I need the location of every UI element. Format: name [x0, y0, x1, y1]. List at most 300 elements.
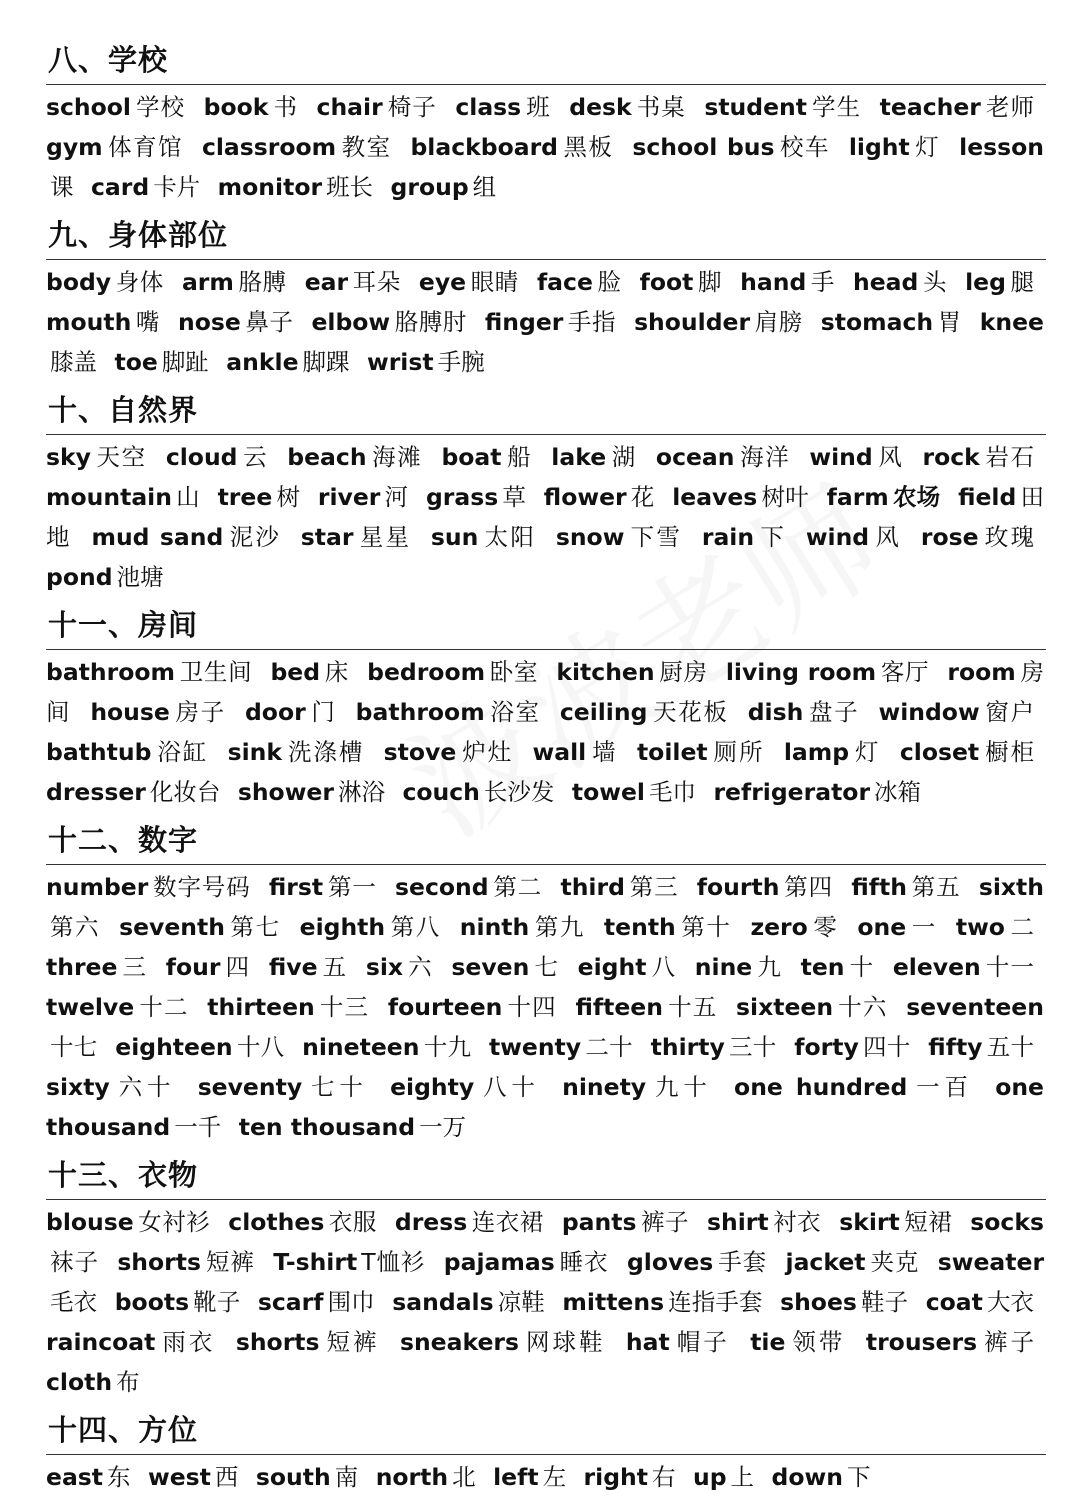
- chinese-meaning: 围巾: [327, 1288, 375, 1316]
- chinese-meaning: 零: [811, 913, 839, 941]
- english-word: second: [395, 873, 489, 901]
- word-entry: [726, 658, 939, 686]
- english-word: lamp: [783, 738, 850, 766]
- english-word: nineteen: [302, 1033, 420, 1061]
- english-word: eleven: [892, 953, 981, 981]
- english-word: one hundred: [734, 1073, 908, 1101]
- english-word: mouth: [46, 308, 132, 336]
- word-entry: [839, 1208, 962, 1236]
- word-entry: [46, 778, 230, 806]
- chinese-meaning: 十八: [236, 1033, 285, 1061]
- english-word: one thousand: [46, 1073, 1045, 1141]
- chinese-meaning: 船: [505, 443, 533, 471]
- chinese-meaning: 泥沙: [227, 523, 282, 551]
- english-word: west: [148, 1463, 211, 1491]
- chinese-meaning: 帽子: [673, 1328, 730, 1356]
- word-entry: [46, 1208, 220, 1236]
- english-word: wind: [805, 523, 870, 551]
- vocab-section: [46, 1153, 1046, 1408]
- word-entry: [572, 778, 706, 806]
- vocab-section: [46, 1408, 1046, 1503]
- chinese-meaning: 化妆台: [149, 778, 221, 806]
- english-word: shirt: [707, 1208, 769, 1236]
- word-entry: [245, 698, 347, 726]
- word-entry: [697, 873, 843, 901]
- english-word: class: [455, 93, 522, 121]
- english-word: first: [268, 873, 324, 901]
- vocab-section: [46, 38, 1046, 213]
- chinese-meaning: 夹克: [869, 1248, 920, 1276]
- english-word: sneakers: [399, 1328, 519, 1356]
- chinese-meaning: 六: [407, 953, 433, 981]
- chinese-meaning: 睡衣: [558, 1248, 609, 1276]
- word-entry: [46, 563, 174, 591]
- word-entry: [391, 173, 507, 201]
- english-word: bed: [270, 658, 321, 686]
- chinese-meaning: 身体: [115, 268, 164, 296]
- english-word: blackboard: [410, 133, 558, 161]
- english-word: raincoat: [46, 1328, 156, 1356]
- chinese-meaning: 湖: [610, 443, 637, 471]
- english-word: foot: [639, 268, 694, 296]
- word-entry: [866, 1328, 1044, 1356]
- chinese-meaning: 一百: [911, 1073, 973, 1101]
- english-word: skirt: [839, 1208, 900, 1236]
- english-word: thirteen: [207, 993, 315, 1021]
- word-entry: [551, 443, 647, 471]
- chinese-meaning: 手套: [717, 1248, 768, 1276]
- chinese-meaning: 第十: [679, 913, 732, 941]
- word-entry: [46, 133, 193, 161]
- chinese-meaning: 八十: [478, 1073, 540, 1101]
- chinese-meaning: 耳朵: [352, 268, 401, 296]
- word-entry: [627, 1248, 777, 1276]
- word-entry: [356, 698, 551, 726]
- chinese-meaning: 五: [321, 953, 348, 981]
- word-entry: [269, 873, 387, 901]
- chinese-meaning: 十二: [138, 993, 189, 1021]
- word-entry: [451, 953, 569, 981]
- word-entry: [750, 913, 848, 941]
- english-word: clothes: [228, 1208, 325, 1236]
- chinese-meaning: 胳膊肘: [394, 308, 467, 336]
- word-entry: [269, 953, 357, 981]
- chinese-meaning: 短裙: [903, 1208, 953, 1236]
- word-entry: [258, 1288, 385, 1316]
- word-list: [46, 650, 1046, 818]
- english-word: sixteen: [736, 993, 834, 1021]
- chinese-meaning: 大衣: [986, 1288, 1035, 1316]
- chinese-meaning: 七: [533, 953, 560, 981]
- english-word: scarf: [257, 1288, 324, 1316]
- english-word: toe: [114, 348, 158, 376]
- word-entry: [270, 658, 358, 686]
- english-word: closet: [899, 738, 980, 766]
- chinese-meaning: 十: [848, 953, 875, 981]
- word-entry: [46, 443, 157, 471]
- chinese-meaning: 连指手套: [668, 1288, 763, 1316]
- chinese-meaning: 第四: [783, 873, 834, 901]
- chinese-meaning: 下: [758, 523, 787, 551]
- english-word: wall: [532, 738, 587, 766]
- word-entry: [569, 93, 696, 121]
- word-entry: [455, 93, 560, 121]
- word-entry: [202, 133, 402, 161]
- chinese-meaning: 裤子: [981, 1328, 1035, 1356]
- english-word: ten: [800, 953, 845, 981]
- english-word: knee: [979, 308, 1045, 336]
- english-word: nine: [694, 953, 753, 981]
- english-word: pond: [46, 563, 113, 591]
- chinese-meaning: 池塘: [116, 563, 164, 591]
- chinese-meaning: 风: [873, 523, 902, 551]
- english-word: rain: [701, 523, 755, 551]
- chinese-meaning: 云: [241, 443, 269, 471]
- word-entry: [740, 268, 845, 296]
- chinese-meaning: 海洋: [738, 443, 791, 471]
- chinese-meaning: 草: [502, 483, 527, 511]
- english-word: couch: [402, 778, 480, 806]
- chinese-meaning: 灯: [913, 133, 941, 161]
- word-entry: [400, 1328, 615, 1356]
- chinese-meaning: 太阳: [482, 523, 537, 551]
- chinese-meaning: 班长: [326, 173, 374, 201]
- word-entry: [801, 953, 885, 981]
- chinese-meaning: 手: [810, 268, 835, 296]
- word-entry: [637, 738, 774, 766]
- word-entry: [395, 873, 552, 901]
- english-word: eighty: [390, 1073, 475, 1101]
- word-entry: [46, 308, 170, 336]
- english-word: sixth: [978, 873, 1045, 901]
- english-word: dress: [394, 1208, 468, 1236]
- english-word: ear: [304, 268, 349, 296]
- word-entry: [46, 658, 262, 686]
- chinese-meaning: 膝盖: [50, 348, 97, 376]
- english-word: ceiling: [559, 698, 648, 726]
- word-entry: [91, 523, 291, 551]
- chinese-meaning: 布: [116, 1368, 140, 1396]
- chinese-meaning: 上: [730, 1463, 755, 1491]
- word-entry: [402, 778, 564, 806]
- word-entry: [713, 778, 931, 806]
- chinese-meaning: 南: [334, 1463, 359, 1491]
- english-word: wrist: [367, 348, 434, 376]
- chinese-meaning: 床: [324, 658, 349, 686]
- english-word: east: [46, 1463, 104, 1491]
- word-entry: [182, 268, 297, 296]
- english-word: wind: [809, 443, 873, 471]
- word-entry: [926, 1288, 1044, 1316]
- english-word: chair: [316, 93, 383, 121]
- chinese-meaning: 卧室: [489, 658, 539, 686]
- word-entry: [965, 268, 1044, 296]
- english-word: shower: [237, 778, 334, 806]
- chinese-meaning: 体育馆: [106, 133, 183, 161]
- word-entry: [651, 1033, 787, 1061]
- word-entry: [748, 698, 870, 726]
- chinese-meaning: 树: [276, 483, 301, 511]
- vocab-section: [46, 213, 1046, 388]
- word-entry: [821, 308, 972, 336]
- chinese-meaning: 毛巾: [648, 778, 696, 806]
- chinese-meaning: 六十: [113, 1073, 176, 1101]
- english-word: sweater: [937, 1248, 1045, 1276]
- chinese-meaning: 十六: [837, 993, 888, 1021]
- word-entry: [46, 1328, 225, 1356]
- english-word: pants: [561, 1208, 637, 1236]
- english-word: toilet: [636, 738, 708, 766]
- chinese-meaning: 脸: [596, 268, 622, 296]
- chinese-meaning: 东: [107, 1463, 131, 1491]
- english-word: trousers: [865, 1328, 978, 1356]
- vocab-section: [46, 388, 1046, 603]
- english-word: field: [958, 483, 1017, 511]
- chinese-meaning: 椅子: [386, 93, 437, 121]
- word-entry: [640, 268, 732, 296]
- chinese-meaning: 肩膀: [754, 308, 803, 336]
- chinese-meaning: 下雪: [628, 523, 683, 551]
- english-word: sun: [430, 523, 479, 551]
- word-entry: [878, 698, 1044, 726]
- chinese-meaning: 左: [542, 1463, 567, 1491]
- english-word: stomach: [820, 308, 934, 336]
- chinese-meaning: 十五: [666, 993, 718, 1021]
- section-title: 九、身体部位: [46, 213, 1046, 260]
- chinese-meaning: 洗涤槽: [286, 738, 365, 766]
- chinese-meaning: 手腕: [437, 348, 485, 376]
- word-entry: [239, 1113, 476, 1141]
- english-word: seven: [451, 953, 530, 981]
- chinese-meaning: 海滩: [370, 443, 423, 471]
- section-title: 十一、房间: [46, 603, 1046, 650]
- chinese-meaning: 十三: [318, 993, 370, 1021]
- chinese-meaning: 八: [650, 953, 677, 981]
- english-word: south: [255, 1463, 331, 1491]
- word-entry: [395, 1208, 554, 1236]
- english-word: mud sand: [91, 523, 224, 551]
- chinese-meaning: 脚踝: [302, 348, 350, 376]
- english-word: twelve: [46, 993, 135, 1021]
- english-word: right: [583, 1463, 648, 1491]
- word-entry: [311, 308, 476, 336]
- chinese-meaning: 天花板: [651, 698, 729, 726]
- chinese-meaning: 淋浴: [337, 778, 385, 806]
- word-entry: [115, 1033, 294, 1061]
- english-word: forty: [794, 1033, 859, 1061]
- chinese-meaning: 女衬衫: [137, 1208, 211, 1236]
- chinese-meaning: 脚趾: [161, 348, 209, 376]
- word-entry: [604, 913, 742, 941]
- word-entry: [46, 1368, 150, 1396]
- word-entry: [575, 993, 727, 1021]
- english-word: twenty: [488, 1033, 582, 1061]
- word-entry: [809, 443, 913, 471]
- chinese-meaning: 房子: [173, 698, 226, 726]
- word-entry: [46, 268, 174, 296]
- word-entry: [384, 738, 523, 766]
- word-entry: [46, 873, 261, 901]
- word-entry: [392, 1288, 555, 1316]
- word-entry: [736, 993, 898, 1021]
- chinese-meaning: 头: [922, 268, 948, 296]
- chinese-meaning: 门: [309, 698, 337, 726]
- english-word: book: [203, 93, 269, 121]
- word-entry: [893, 953, 1044, 981]
- chinese-meaning: 浴室: [488, 698, 541, 726]
- word-entry: [556, 658, 717, 686]
- chinese-meaning: 毛衣: [50, 1288, 98, 1316]
- chinese-meaning: 星星: [357, 523, 412, 551]
- chinese-meaning: 脚: [697, 268, 723, 296]
- word-entry: [784, 738, 891, 766]
- word-entry: [849, 133, 950, 161]
- english-word: seventh: [119, 913, 225, 941]
- word-entry: [117, 1248, 265, 1276]
- word-entry: [302, 1033, 481, 1061]
- word-entry: [786, 1248, 930, 1276]
- chinese-meaning: 四十: [862, 1033, 911, 1061]
- english-word: shorts: [117, 1248, 201, 1276]
- chinese-meaning: 卡片: [153, 173, 201, 201]
- chinese-meaning: 三: [121, 953, 148, 981]
- english-word: mittens: [562, 1288, 665, 1316]
- word-list: [46, 435, 1046, 603]
- vocabulary-sheet: [46, 38, 1046, 1503]
- english-word: classroom: [201, 133, 337, 161]
- word-entry: [560, 873, 688, 901]
- english-word: fifty: [928, 1033, 983, 1061]
- chinese-meaning: 袜子: [50, 1248, 99, 1276]
- english-word: fifth: [851, 873, 907, 901]
- word-entry: [166, 953, 260, 981]
- english-word: window: [878, 698, 980, 726]
- chinese-meaning: 校车: [778, 133, 830, 161]
- word-entry: [46, 1463, 141, 1491]
- chinese-meaning: 浴缸: [155, 738, 209, 766]
- chinese-meaning: 一万: [419, 1113, 467, 1141]
- english-word: school bus: [632, 133, 775, 161]
- word-list: [46, 1200, 1046, 1408]
- english-word: sandals: [392, 1288, 494, 1316]
- word-entry: [367, 658, 548, 686]
- chinese-meaning: 第九: [533, 913, 585, 941]
- english-word: student: [704, 93, 808, 121]
- word-entry: [827, 483, 951, 511]
- word-entry: [301, 523, 421, 551]
- word-entry: [91, 173, 210, 201]
- english-word: rose: [920, 523, 979, 551]
- english-word: six: [365, 953, 404, 981]
- english-word: flower: [543, 483, 627, 511]
- chinese-meaning: 树叶: [761, 483, 809, 511]
- chinese-meaning: 黑板: [562, 133, 614, 161]
- chinese-meaning: 九: [756, 953, 783, 981]
- word-entry: [562, 1073, 722, 1101]
- english-word: mountain: [46, 483, 172, 511]
- english-word: cloth: [46, 1368, 113, 1396]
- word-entry: [632, 133, 840, 161]
- english-word: snow: [555, 523, 625, 551]
- word-entry: [562, 1288, 772, 1316]
- chinese-meaning: 短裤: [323, 1328, 380, 1356]
- chinese-meaning: T恤衫: [361, 1248, 426, 1276]
- english-word: pajamas: [443, 1248, 555, 1276]
- english-word: teacher: [879, 93, 981, 121]
- chinese-meaning: 学校: [135, 93, 186, 121]
- english-word: blouse: [46, 1208, 134, 1236]
- english-word: tree: [217, 483, 273, 511]
- english-word: bathtub: [46, 738, 152, 766]
- english-word: number: [46, 873, 149, 901]
- chinese-meaning: 十一: [984, 953, 1035, 981]
- chinese-meaning: 花: [630, 483, 655, 511]
- english-word: hand: [740, 268, 807, 296]
- word-entry: [695, 953, 792, 981]
- word-entry: [806, 523, 911, 551]
- chinese-meaning: 课: [50, 173, 74, 201]
- chinese-meaning: 一: [910, 913, 937, 941]
- word-entry: [218, 173, 383, 201]
- chinese-meaning: 鞋子: [860, 1288, 909, 1316]
- chinese-meaning: 三十: [728, 1033, 777, 1061]
- english-word: sixty: [46, 1073, 110, 1101]
- english-word: jacket: [785, 1248, 866, 1276]
- word-entry: [90, 698, 236, 726]
- word-entry: [305, 268, 411, 296]
- chinese-meaning: 组: [472, 173, 497, 201]
- word-entry: [228, 1208, 387, 1236]
- chinese-meaning: 岩石: [983, 443, 1035, 471]
- english-word: ninety: [562, 1073, 647, 1101]
- chinese-meaning: 五十: [986, 1033, 1035, 1061]
- word-entry: [693, 1463, 764, 1491]
- word-entry: [226, 348, 359, 376]
- chinese-meaning: 数字号码: [152, 873, 251, 901]
- word-entry: [46, 93, 195, 121]
- word-entry: [390, 1073, 550, 1101]
- chinese-meaning: 卫生间: [179, 658, 253, 686]
- word-entry: [46, 953, 157, 981]
- chinese-meaning: 墙: [590, 738, 618, 766]
- english-word: dish: [747, 698, 804, 726]
- word-entry: [444, 1248, 619, 1276]
- english-word: ten thousand: [238, 1113, 416, 1141]
- word-entry: [923, 443, 1045, 471]
- word-entry: [928, 1033, 1044, 1061]
- word-entry: [578, 953, 687, 981]
- chinese-meaning: 第一: [327, 873, 377, 901]
- word-entry: [287, 443, 432, 471]
- word-entry: [178, 308, 303, 336]
- word-entry: [376, 1463, 486, 1491]
- word-entry: [273, 1248, 435, 1276]
- english-word: door: [244, 698, 306, 726]
- english-word: monitor: [217, 173, 323, 201]
- word-entry: [236, 1328, 390, 1356]
- section-title: 十三、衣物: [46, 1153, 1046, 1200]
- word-entry: [317, 93, 447, 121]
- english-word: ninth: [459, 913, 530, 941]
- word-entry: [734, 1073, 983, 1101]
- chinese-meaning: 下: [846, 1463, 871, 1491]
- section-title: 八、学校: [46, 38, 1046, 85]
- english-word: elbow: [311, 308, 391, 336]
- chinese-meaning: 胳膊: [237, 268, 287, 296]
- chinese-meaning: 领带: [789, 1328, 846, 1356]
- chinese-meaning: 鼻子: [244, 308, 294, 336]
- chinese-meaning: 网球鞋: [523, 1328, 606, 1356]
